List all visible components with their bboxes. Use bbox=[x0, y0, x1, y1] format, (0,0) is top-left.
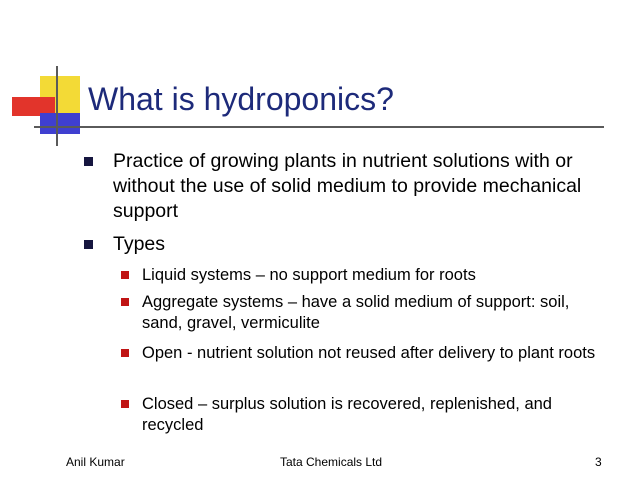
bullet-marker-icon bbox=[84, 240, 93, 249]
decor-vertical-line bbox=[56, 66, 58, 146]
decor-blue-square bbox=[40, 113, 80, 134]
footer-page-number: 3 bbox=[595, 455, 602, 469]
bullet-text: Practice of growing plants in nutrient solutions with or without the use of solid medium to provide mechanical support bbox=[113, 150, 582, 222]
sub-bullet-item bbox=[142, 343, 612, 364]
sub-bullet-marker-icon bbox=[121, 271, 129, 279]
sub-bullet-item bbox=[142, 394, 612, 436]
sub-bullet-marker-icon bbox=[121, 298, 129, 306]
slide-title: What is hydroponics? bbox=[88, 81, 394, 117]
footer-author: Anil Kumar bbox=[66, 455, 125, 469]
sub-bullet-text: Closed – surplus solution is recovered, replenished, and recycled bbox=[142, 395, 552, 434]
bullet-item bbox=[113, 149, 603, 224]
sub-bullet-item bbox=[142, 265, 612, 286]
sub-bullet-marker-icon bbox=[121, 349, 129, 357]
bullet-marker-icon bbox=[84, 157, 93, 166]
sub-bullet-item bbox=[142, 292, 612, 334]
sub-bullet-marker-icon bbox=[121, 400, 129, 408]
bullet-item bbox=[113, 232, 603, 257]
sub-bullet-text: Open - nutrient solution not reused after delivery to plant roots bbox=[142, 344, 596, 362]
bullet-text: Types bbox=[113, 233, 166, 255]
sub-bullet-text: Aggregate systems – have a solid medium of support: soil, sand, gravel, vermiculite bbox=[142, 293, 570, 332]
title-underline bbox=[34, 126, 604, 128]
footer-company: Tata Chemicals Ltd bbox=[280, 455, 383, 469]
sub-bullet-text: Liquid systems – no support medium for roots bbox=[142, 266, 476, 284]
